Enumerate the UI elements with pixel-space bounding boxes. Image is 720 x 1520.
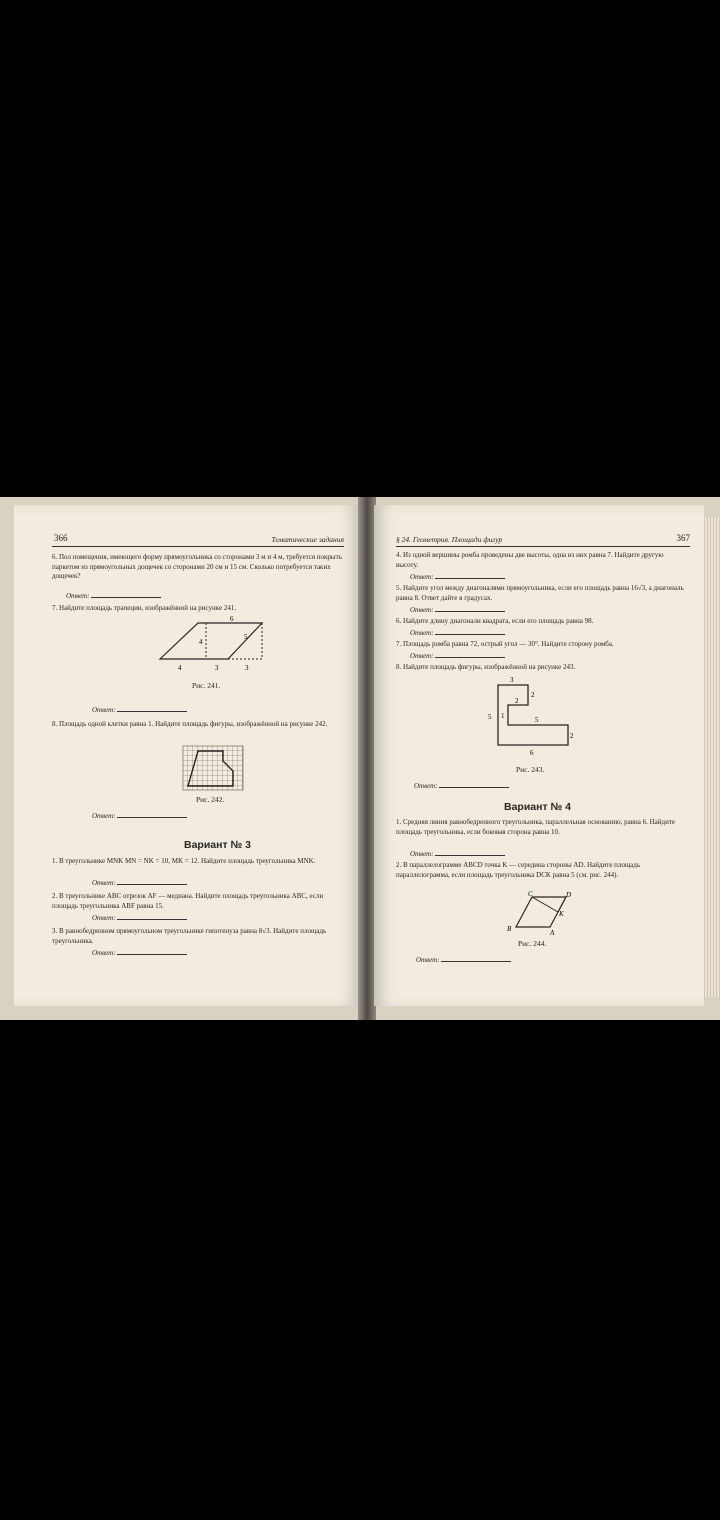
- fig244-label: K: [559, 910, 564, 918]
- answer-line: Ответ:: [92, 705, 187, 716]
- answer-line: Ответ:: [66, 591, 161, 602]
- left-running-head: Тематические задания: [271, 535, 344, 544]
- fig243-label: 2: [515, 697, 519, 705]
- fig241-label: 3: [245, 664, 249, 672]
- fig243-label: 2: [570, 732, 574, 740]
- fig243-label: 6: [530, 749, 534, 757]
- answer-line: Ответ:: [410, 572, 505, 583]
- fig243-label: 5: [535, 716, 539, 724]
- fig244-label: B: [507, 925, 512, 933]
- header-rule: [396, 546, 690, 547]
- answer-line: Ответ:: [410, 651, 505, 662]
- left-page: [14, 505, 360, 1006]
- task-4: 4. Из одной вершины ромба проведены две высоты, одна из них равна 7. Найдите другую высоту.: [396, 551, 664, 569]
- answer-line: Ответ:: [92, 811, 187, 822]
- variant4-task-1: 1. Средняя линия равнобедренного треугольника, параллельная основанию, равна 6. Найдите площадь треугольника, если боковая сторона равна 10.: [396, 818, 675, 836]
- page-stack-edge: [704, 517, 720, 997]
- variant3-task-1: 1. В треугольнике MNK MN = NK = 10, MK = 12. Найдите площадь треугольника MNK.: [52, 857, 316, 865]
- fig243-label: 2: [531, 691, 535, 699]
- fig244-label: C: [528, 890, 533, 898]
- right-page: [374, 505, 704, 1006]
- fig243-caption: Рис. 243.: [516, 765, 545, 774]
- right-running-head: § 24. Геометрия. Площади фигур: [396, 535, 503, 544]
- answer-line: Ответ:: [416, 955, 511, 966]
- fig241-label: 4: [178, 664, 182, 672]
- answer-line: Ответ:: [92, 878, 187, 889]
- figure-244-parallelogram: [504, 889, 574, 939]
- fig244-caption: Рис. 244.: [518, 939, 547, 948]
- fig243-label: 5: [488, 713, 492, 721]
- fig241-label: 5: [244, 633, 248, 641]
- variant3-task-2: 2. В треугольнике ABC отрезок AF — медиана. Найдите площадь треугольника ABC, если площадь треугольника ABF равна 15.: [52, 892, 324, 910]
- figure-243-shape: [484, 673, 584, 763]
- fig244-label: D: [566, 891, 572, 899]
- left-page-number: 366: [54, 533, 68, 543]
- answer-line: Ответ:: [410, 628, 505, 639]
- right-page-number: 367: [676, 533, 690, 543]
- variant-3-title: Вариант № 3: [184, 839, 251, 851]
- variant3-task-3: 3. В равнобедренном прямоугольном треугольнике гипотенуза равна 8√3. Найдите площадь треугольника.: [52, 927, 327, 945]
- fig241-label: 6: [230, 615, 234, 623]
- fig241-label: 3: [215, 664, 219, 672]
- fig243-label: 1: [501, 712, 505, 720]
- fig242-caption: Рис. 242.: [196, 795, 225, 804]
- variant-4-title: Вариант № 4: [504, 801, 571, 813]
- book-photo: [0, 497, 720, 1020]
- task-8-right: 8. Найдите площадь фигуры, изображённой на рисунке 243.: [396, 663, 576, 671]
- fig241-caption: Рис. 241.: [192, 681, 221, 690]
- header-rule: [52, 546, 344, 547]
- answer-line: Ответ:: [410, 605, 505, 616]
- fig243-label: 3: [510, 676, 514, 684]
- variant4-task-2: 2. В параллелограмме ABCD точка K — середина стороны AD. Найдите площадь параллелограмма, если площадь треугольника DCK равна 5 (см. рис. 244).: [396, 861, 641, 879]
- task-8: 8. Площадь одной клетки равна 1. Найдите площадь фигуры, изображённой на рисунке 242.: [52, 720, 328, 728]
- answer-line: Ответ:: [92, 913, 187, 924]
- answer-line: Ответ:: [414, 781, 509, 792]
- figure-241-trapezoid: [154, 615, 284, 677]
- task-6-right: 6. Найдите длину диагонали квадрата, если его площадь равна 98.: [396, 617, 594, 625]
- fig241-label: 4: [199, 638, 203, 646]
- task-7: 7. Найдите площадь трапеции, изображённой на рисунке 241.: [52, 604, 237, 612]
- task-7-right: 7. Площадь ромба равна 72, острый угол — 30°. Найдите сторону ромба.: [396, 640, 614, 648]
- task-6: 6. Пол помещения, имеющего форму прямоугольника со сторонами 3 м и 4 м, требуется покрыть паркетом из прямоугольных дощечек со сторонами 20 см и 15 см. Сколько потребуется таких дощечек?: [52, 553, 342, 580]
- fig244-label: A: [550, 929, 555, 937]
- answer-line: Ответ:: [92, 948, 187, 959]
- task-5: 5. Найдите угол между диагоналями прямоугольника, если его площадь равна 16√3, а диагональ равна 8. Ответ дайте в градусах.: [396, 584, 684, 602]
- figure-242-grid: [182, 745, 244, 791]
- answer-line: Ответ:: [410, 849, 505, 860]
